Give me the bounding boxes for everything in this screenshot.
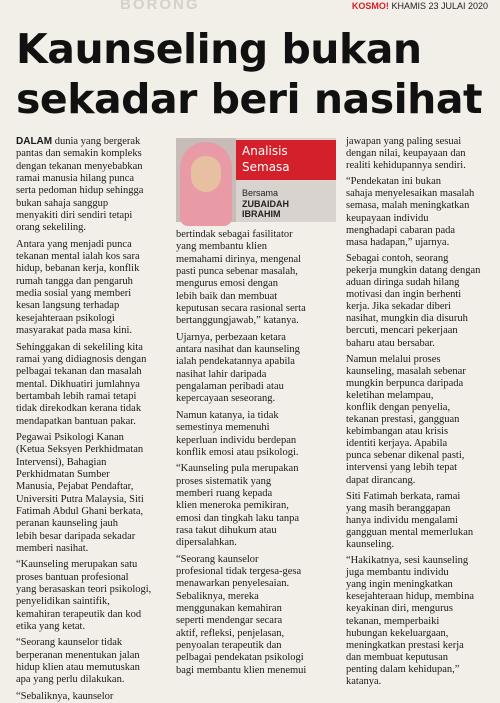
article-headline — [16, 24, 496, 124]
author-byline — [242, 188, 289, 220]
text-line: antara nasihat dan kaunseling — [176, 344, 300, 356]
text-line: konflik emosi atau psikologi. — [176, 446, 299, 458]
text-line: keletihan melampau, — [346, 389, 434, 401]
author-name-line-2: IBRAHIM — [242, 209, 281, 219]
text-line: keyakinan diri, mengurus — [346, 603, 454, 615]
lead-word: DALAM — [16, 136, 53, 147]
text-line: berperanan menentukan jalan — [16, 649, 140, 661]
text-line: “Sebaliknya, kaunselor — [16, 690, 114, 702]
text-line: Ujarnya, perbezaan ketara — [176, 331, 286, 343]
text-line: Siti Fatimah berkata, ramai — [346, 490, 461, 502]
column-label — [236, 140, 336, 180]
text-line: pantas dan semakin kompleks — [16, 148, 142, 160]
text-line: serta pedoman hidup sehingga — [16, 185, 144, 197]
text-line: keupayaan individu — [346, 212, 429, 224]
text-line: konflik dengan penyelia, — [346, 401, 451, 413]
masthead — [0, 0, 500, 16]
lead-line — [16, 136, 171, 148]
column-label-line-1: Analisis — [242, 144, 288, 158]
lead-rest: dunia yang bergerak — [52, 136, 141, 147]
text-line: tekanan mental ialah kos sara — [16, 251, 140, 263]
text-line: rumah tangga dan pengaruh — [16, 275, 133, 287]
text-line: kesejahteraan hidup, membina — [346, 591, 474, 603]
text-line: semestinya memenuhi — [176, 422, 270, 434]
text-line: pasti punca sebenar masalah, — [176, 266, 298, 278]
author-photo — [176, 138, 236, 222]
text-line: mental. Dikhuatiri jumlahnya — [16, 378, 140, 390]
byline-prefix: Bersama — [242, 188, 279, 198]
text-line: kebimbangan atau krisis — [346, 426, 449, 438]
text-line: penyelidikan saintifik, — [16, 596, 110, 608]
text-line: mungkin berpunca daripada — [346, 377, 464, 389]
text-line: bertindak sebagai fasilitator — [176, 229, 293, 240]
text-line: Manusia, Pejabat Pendaftar, — [16, 481, 134, 493]
text-line: bercuti, mencari pekerjaan — [346, 325, 458, 337]
text-line: tekanan, memperbaiki — [346, 615, 440, 627]
text-line: memahami dirinya, mengenal — [176, 253, 302, 265]
text-line: dengan tekanan menyebabkan — [16, 160, 143, 172]
text-line: dengan nilai, keupayaan dan — [346, 148, 466, 160]
text-line: pelbagai tekanan dan masalah — [16, 366, 142, 378]
column-label-line-2: Semasa — [242, 160, 290, 174]
text-line: rasa takut dihukum atau — [176, 524, 277, 536]
publication-date: KHAMIS 23 JULAI 2020 — [391, 1, 488, 11]
text-line: kemahiran terapeutik dan kod — [16, 608, 142, 620]
text-line: motivasi dan ingin berhenti — [346, 289, 462, 301]
text-line: kerja. Jika sekadar diberi — [346, 301, 451, 313]
text-line: kesan langsung terhadap — [16, 300, 120, 312]
text-line: Sehinggakan di sekeliling kita — [16, 341, 143, 353]
text-line: yang masih beranggapan — [346, 502, 451, 514]
text-line: klien meneroka pemikiran, — [176, 500, 289, 512]
text-line: ramai yang didiagnosis dengan — [16, 353, 147, 365]
text-line: hanya individu mengalami — [346, 514, 458, 526]
bleed-through-text: BORONG — [120, 0, 200, 13]
text-line: tekanan prestasi, gangguan — [346, 414, 460, 426]
text-line: Namun melalui proses — [346, 353, 441, 365]
text-line: aktif, refleksi, penjelasan, — [176, 627, 285, 639]
text-line: dan membuat keputusan — [346, 651, 449, 663]
article-column-2 — [176, 229, 336, 677]
text-line: identiti kerjaya. Apabila — [346, 438, 448, 450]
text-line: keperluan individu berdepan — [176, 434, 297, 446]
article-column-3 — [346, 136, 494, 688]
text-line: profesional tidak tergesa-gesa — [176, 565, 302, 577]
text-line: pelbagai pendekatan psikologi — [176, 652, 304, 664]
text-line: hidup, bebanan kerja, konflik — [16, 263, 140, 275]
text-line: media sosial yang memberi — [16, 288, 132, 300]
text-line: Perkhidmatan Sumber — [16, 468, 110, 480]
text-line: dapat dirancang. — [346, 474, 416, 486]
text-line: proses sistematik yang — [176, 475, 272, 487]
text-line: katanya. — [346, 676, 382, 688]
text-line: “Seorang kaunselor — [176, 553, 259, 565]
headline-line-2: sekadar beri nasihat — [16, 75, 483, 123]
text-line: “Kaunseling pula merupakan — [176, 463, 299, 475]
text-line: bagi membantu klien menemui — [176, 664, 307, 676]
text-line: orang sekeliling. — [16, 222, 86, 234]
text-line: pekerja mungkin datang dengan — [346, 264, 481, 276]
text-line: proses bantuan profesional — [16, 571, 129, 583]
column-tag-box — [176, 138, 336, 222]
text-line: memberi ruang kepada — [176, 487, 273, 499]
text-line: seperti mendengar secara — [176, 615, 283, 627]
text-line: Intervensi), Bahagian — [16, 456, 107, 468]
text-line: hidup klien atau memutuskan — [16, 662, 140, 674]
text-line: “Hakikatnya, sesi kaunseling — [346, 555, 469, 567]
text-line: bukan sahaja sanggup — [16, 197, 109, 209]
text-line: dipersalahkan. — [176, 537, 237, 549]
text-line: lebih besar daripada sekadar — [16, 530, 136, 542]
text-line: kaunseling, masalah sebenar — [346, 365, 466, 377]
text-line: ialah pendekatannya apabila — [176, 356, 295, 368]
text-line: Namun katanya, ia tidak — [176, 409, 279, 421]
text-line: yang membantu klien — [176, 241, 267, 253]
text-line: punca sebenar dikenal pasti, — [346, 450, 465, 462]
text-line: Sebaliknya, mereka — [176, 590, 259, 602]
text-line: juga membantu individu — [346, 567, 449, 579]
publication-brand: KOSMO! — [351, 1, 389, 11]
text-line: “Kaunseling merupakan satu — [16, 559, 138, 571]
text-line: apa yang perlu dilakukan. — [16, 674, 125, 686]
author-photo-face — [191, 156, 221, 192]
text-line: “Pendekatan ini bukan — [346, 176, 442, 188]
text-line: memberi nasihat. — [16, 543, 89, 554]
text-line: meningkatkan prestasi kerja — [346, 639, 464, 651]
text-line: keputusan secara rasional serta — [176, 303, 306, 315]
text-line: intervensi yang lebih tepat — [346, 462, 458, 474]
text-line: peranan kaunseling jauh — [16, 518, 119, 530]
text-line: kepercayaan seseorang. — [176, 393, 276, 405]
text-line: gangguan mental memerlukan — [346, 526, 474, 538]
text-line: Pegawai Psikologi Kanan — [16, 431, 124, 443]
text-line: menggunakan kemahiran — [176, 602, 282, 614]
text-line: aduan diringa sudah hilang — [346, 277, 460, 289]
text-line: yang berasaskan teori psikologi, — [16, 584, 152, 596]
text-line: sahaja menyelesaikan masalah — [346, 188, 475, 200]
text-line: penyoalan terapeutik dan — [176, 640, 282, 651]
text-line: masa hadapan,” ujarnya. — [346, 236, 450, 248]
text-line: nasihat lahir daripada — [176, 368, 267, 380]
text-line: yang ingin meningkatkan — [346, 579, 453, 591]
text-line: kaunseling. — [346, 539, 395, 550]
text-line: semasa, malah meningkatkan — [346, 200, 470, 212]
text-line: mengurus emosi dengan — [176, 278, 279, 290]
text-line: menawarkan penyelesaian. — [176, 578, 290, 590]
text-line: bertanggungjawab,” katanya. — [176, 315, 299, 327]
article-column-1 — [16, 136, 171, 703]
text-line: “Seorang kaunselor tidak — [16, 637, 123, 649]
text-line: realiti kehidupannya sendiri. — [346, 160, 466, 172]
text-line: hubungan kekeluargaan, — [346, 627, 449, 639]
text-line: ramai manusia hilang punca — [16, 173, 135, 185]
text-line: penting dalam kehidupan,” — [346, 663, 460, 675]
text-line: baharu atau bersabar. — [346, 337, 435, 349]
text-line: Fatimah Abdul Ghani berkata, — [16, 505, 144, 517]
text-line: emosi dan tingkah laku tanpa — [176, 512, 300, 524]
text-line: kesejahteraan psikologi — [16, 312, 115, 324]
text-line: jawapan yang paling sesuai — [346, 136, 462, 147]
text-line: tidak direkodkan kerana tidak — [16, 403, 142, 415]
text-line: lebih baik dan membuat — [176, 290, 278, 302]
text-line: bertambah lebih ramai tetapi — [16, 390, 137, 402]
text-line: (Ketua Seksyen Perkhidmatan — [16, 444, 144, 456]
text-line: masyarakat pada masa kini. — [16, 325, 133, 337]
text-line: Universiti Putra Malaysia, Siti — [16, 493, 144, 505]
author-name-line-1: ZUBAIDAH — [242, 198, 289, 209]
text-line: mendapatkan bantuan pakar. — [16, 415, 136, 427]
text-line: Sebagai contoh, seorang — [346, 252, 449, 264]
text-line: pengalaman peribadi atau — [176, 381, 284, 393]
publication-line — [352, 1, 488, 11]
text-line: menghadapi cabaran pada — [346, 224, 456, 236]
headline-line-1: Kaunseling bukan — [16, 25, 422, 73]
text-line: nasihat, mungkin dia disuruh — [346, 313, 468, 325]
text-line: Antara yang menjadi punca — [16, 238, 132, 250]
text-line: etika yang ketat. — [16, 621, 86, 633]
text-line: menyakiti diri sendiri tetapi — [16, 210, 133, 222]
